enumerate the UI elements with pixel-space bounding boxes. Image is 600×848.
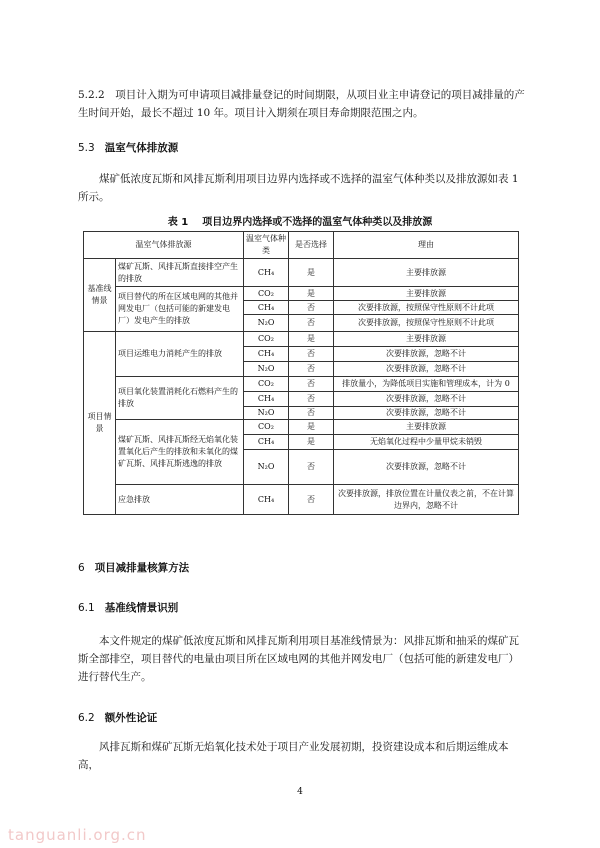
- included-cell: 否: [289, 362, 334, 377]
- heading-title: 项目减排量核算方法: [94, 562, 190, 574]
- gas-cell: CO₂: [244, 332, 289, 347]
- gas-cell: CH₄: [244, 259, 289, 287]
- reason-cell: 次要排放源，按照保守性原则不计此项: [334, 301, 519, 315]
- included-cell: 是: [289, 332, 334, 347]
- source-desc: 项目氧化装置消耗化石燃料产生的排放: [116, 377, 244, 420]
- reason-cell: 次要排放源，忽略不计: [334, 407, 519, 420]
- table-row: [84, 287, 519, 301]
- included-cell: 是: [289, 435, 334, 450]
- included-cell: 是: [289, 420, 334, 435]
- heading-5-3: [78, 141, 178, 155]
- reason-cell: 次要排放源，忽略不计: [334, 450, 519, 485]
- gas-cell: CH₄: [244, 435, 289, 450]
- gas-cell: CH₄: [244, 347, 289, 362]
- reason-cell: 次要排放源，忽略不计: [334, 362, 519, 377]
- gas-cell: CH₄: [244, 485, 289, 515]
- header-gas: 温室气体种类: [244, 232, 289, 259]
- table-row: [84, 485, 519, 515]
- source-desc: 煤矿瓦斯、风排瓦斯直接排空产生的排放: [116, 259, 244, 287]
- heading-number: 5.3: [78, 142, 95, 154]
- table-row: [84, 377, 519, 392]
- source-desc: 项目运维电力消耗产生的排放: [116, 332, 244, 377]
- table-caption-label: 表 1: [167, 217, 189, 228]
- table-row: [84, 420, 519, 435]
- table-caption: [0, 213, 600, 228]
- baseline-scenario-label: 基准线情景: [84, 259, 116, 332]
- reason-cell: 无焰氧化过程中少量甲烷未销毁: [334, 435, 519, 450]
- reason-cell: 排放量小，为降低项目实施和管理成本，计为 0: [334, 377, 519, 392]
- included-cell: 是: [289, 287, 334, 301]
- source-desc: 项目替代的所在区域电网的其他并网发电厂（包括可能的新建发电厂）发电产生的排放: [116, 287, 244, 332]
- included-cell: 否: [289, 347, 334, 362]
- included-cell: 是: [289, 259, 334, 287]
- table-row: [84, 332, 519, 347]
- reason-cell: 主要排放源: [334, 287, 519, 301]
- gas-cell: CH₄: [244, 392, 289, 407]
- gas-cell: CH₄: [244, 301, 289, 315]
- reason-cell: 主要排放源: [334, 420, 519, 435]
- paragraph-6-2: 风排瓦斯和煤矿瓦斯无焰氧化技术处于项目产业发展初期，投资建设成本和后期运维成本高，: [78, 741, 509, 771]
- reason-cell: 主要排放源: [334, 259, 519, 287]
- heading-number: 6: [78, 562, 85, 574]
- project-scenario-label: 项目情景: [84, 332, 116, 515]
- reason-cell: 次要排放源，排放位置在计量仪表之前，不在计算边界内，忽略不计: [334, 485, 519, 515]
- reason-cell: 次要排放源，忽略不计: [334, 392, 519, 407]
- included-cell: 否: [289, 407, 334, 420]
- gas-cell: CO₂: [244, 420, 289, 435]
- reason-cell: 主要排放源: [334, 332, 519, 347]
- heading-6-2: [78, 711, 157, 725]
- reason-cell: 次要排放源，按照保守性原则不计此项: [334, 315, 519, 332]
- page-number: 4: [297, 787, 303, 797]
- included-cell: 否: [289, 392, 334, 407]
- heading-6-1: [78, 601, 178, 615]
- table-row: [84, 259, 519, 287]
- watermark: tanguanli.org.cn: [8, 826, 147, 844]
- heading-number: 6.1: [78, 602, 95, 614]
- header-reason: 理由: [334, 232, 519, 259]
- included-cell: 否: [289, 377, 334, 392]
- paragraph-5-3: 煤矿低浓度瓦斯和风排瓦斯利用项目边界内选择或不选择的温室气体种类以及排放源如表 1 所示。: [78, 173, 519, 203]
- table-header-row: [84, 232, 519, 259]
- gas-cell: CO₂: [244, 377, 289, 392]
- reason-cell: 次要排放源，忽略不计: [334, 347, 519, 362]
- paragraph-5-2-2: 5.2.2 项目计入期为可申请项目减排量登记的时间期限，从项目业主申请登记的项目减排量的产生时间开始，最长不超过 10 年。项目计入期须在项目寿命期限范围之内。: [78, 89, 525, 119]
- table-caption-title: 项目边界内选择或不选择的温室气体种类以及排放源: [202, 217, 433, 228]
- header-included: 是否选择: [289, 232, 334, 259]
- source-desc: 煤矿瓦斯、风排瓦斯经无焰氧化装置氧化后产生的排放和未氧化的煤矿瓦斯、风排瓦斯逃逸的排放: [116, 420, 244, 485]
- included-cell: 否: [289, 301, 334, 315]
- gas-cell: N₂O: [244, 362, 289, 377]
- gas-cell: N₂O: [244, 407, 289, 420]
- included-cell: 否: [289, 450, 334, 485]
- heading-6: [78, 561, 189, 575]
- heading-number: 6.2: [78, 712, 95, 724]
- heading-title: 基准线情景识别: [104, 602, 179, 614]
- included-cell: 否: [289, 315, 334, 332]
- heading-title: 额外性论证: [104, 712, 158, 724]
- gas-cell: N₂O: [244, 450, 289, 485]
- paragraph-6-1: 本文件规定的煤矿低浓度瓦斯和风排瓦斯利用项目基准线情景为：风排瓦斯和抽采的煤矿瓦斯全部排空，项目替代的电量由项目所在区域电网的其他并网发电厂（包括可能的新建发电厂）进行替代生产。: [78, 635, 519, 683]
- heading-title: 温室气体排放源: [104, 142, 179, 154]
- ghg-sources-table: [83, 231, 519, 515]
- included-cell: 否: [289, 485, 334, 515]
- header-source: 温室气体排放源: [84, 232, 244, 259]
- gas-cell: N₂O: [244, 315, 289, 332]
- gas-cell: CO₂: [244, 287, 289, 301]
- source-desc: 应急排放: [116, 485, 244, 515]
